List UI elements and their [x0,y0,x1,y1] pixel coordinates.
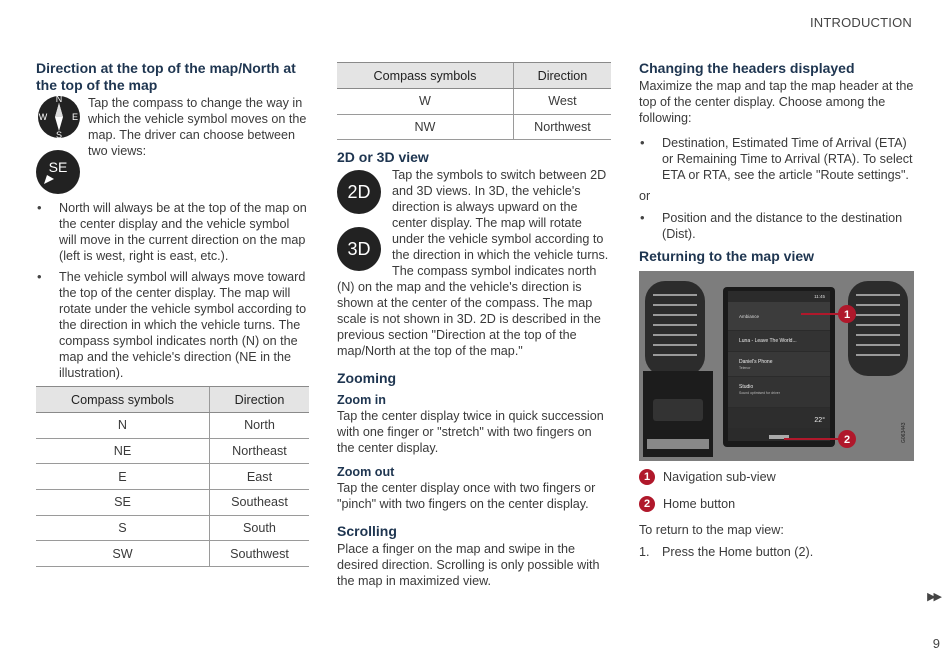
table-header: Direction [209,387,309,413]
screen-row: Daniel's Phone [739,359,773,365]
center-display-photo [639,271,914,461]
table-header: Compass symbols [337,63,513,89]
callout-number: 1 [639,469,655,485]
dashboard-illustration [639,271,914,461]
table-row [36,438,309,464]
callout-label: Home button [663,497,736,511]
view-heading: 2D or 3D view [337,149,429,166]
or-text: or [639,189,651,203]
callout-number: 2 [639,496,655,512]
table-cell: E [36,464,209,490]
zoom-heading: Zooming [337,370,397,387]
table-cell: South [209,515,309,541]
table-row [36,464,309,490]
2d-view-icon[interactable]: 2D [337,170,381,214]
screen-time: 11:45 [814,294,825,299]
compass-s-label: S [55,130,63,140]
arrow-icon [44,175,54,184]
return-heading: Returning to the map view [639,248,815,264]
column-2 [337,62,611,589]
headers-heading: Changing the headers displayed [639,60,855,76]
zoom-in-text: Tap the center display twice in quick succession with one finger or "stretch" with two fingers on the center display. [337,409,604,456]
table-row [36,541,309,567]
headers-text: Maximize the map and tap the map header at the top of the center display. Choose among the following: [639,79,914,125]
zoom-out-text: Tap the center display once with two fingers or "pinch" with two fingers on the center display. [337,481,596,512]
callout-item-1 [639,469,914,485]
table-row [36,490,309,516]
list-item: • Position and the distance to the destination (Dist). [639,210,914,242]
table-row [36,515,309,541]
scroll-heading: Scrolling [337,523,397,540]
compass-n-label: N [55,94,63,104]
zoom-in-heading: Zoom in [337,393,386,408]
view-section [337,167,611,359]
table-cell: Southeast [209,490,309,516]
se-compass-icon[interactable] [36,150,80,194]
column-3 [639,60,914,560]
table-row [337,89,611,115]
table-cell: Northeast [209,438,309,464]
compass-table-continued [337,62,611,140]
table-cell: W [337,89,513,115]
step-text: Press the Home button (2). [662,545,814,559]
compass-icons [36,95,88,194]
compass-section [36,95,309,194]
list-item: • North will always be at the top of the map on the center display and the vehicle symbol will move in the current direction on the map (left is west, right is east, etc.). [36,200,309,264]
zoom-out-heading: Zoom out [337,465,395,480]
screen-row: Studio [739,384,754,390]
table-cell: Southwest [209,541,309,567]
callout-label: Navigation sub-view [663,470,776,484]
table-cell: NE [36,438,209,464]
screen-temp: 22° [814,417,825,424]
direction-heading: Direction at the top of the map/North at the top of the map [36,60,296,93]
screen-row: Ambiance [739,314,760,319]
screen-row: Luna - Leave The World... [739,338,797,344]
table-cell: NW [337,114,513,140]
list-item: • Destination, Estimated Time of Arrival (ETA) or Remaining Time to Arrival (RTA). To select ETA or RTA, see the article "Route settings". [639,135,914,183]
table-header: Compass symbols [36,387,209,413]
callout-badge-1: 1 [843,309,851,321]
callout-item-2 [639,496,914,512]
view-icons [337,167,392,271]
step-number: 1. [639,545,650,559]
header-options-list-2 [639,210,914,242]
table-cell: SE [36,490,209,516]
screen-row-sub: Telenor [739,366,751,370]
3d-view-icon[interactable]: 3D [337,227,381,271]
compass-w-label: W [38,112,48,122]
table-cell: West [513,89,611,115]
table-cell: S [36,515,209,541]
table-row [337,114,611,140]
table-cell: North [209,413,309,439]
return-text: To return to the map view: [639,523,784,537]
scroll-text: Place a finger on the map and swipe in the desired direction. Scrolling is only possible with the map in maximized view. [337,542,600,589]
column-1 [36,60,309,567]
step-1 [639,544,914,560]
table-cell: East [209,464,309,490]
compass-table [36,386,309,567]
compass-icon[interactable] [36,94,82,140]
compass-intro: Tap the compass to change the way in which the vehicle symbol moves on the map. The driver can choose between two views: [88,96,307,158]
header-options-list [639,135,914,183]
page-number: 9 [932,636,940,651]
table-header: Direction [513,63,611,89]
compass-e-label: E [71,112,79,122]
view-options-list [36,200,309,381]
table-row [36,413,309,439]
image-code: G063443 [901,422,907,443]
continue-arrows-icon: ▶▶ [927,591,940,603]
list-item: • The vehicle symbol will always move toward the top of the center display. The map will rotate under the vehicle symbol according to the direction in which the vehicle turns. The compass symbol indicates north (N) on the map and the vehicle's direction (NE in the illustration). [36,269,309,381]
table-cell: Northwest [513,114,611,140]
view-text: Tap the symbols to switch between 2D and 3D views. In 3D, the vehicle's direction is always upward on the center display. The map will rotate under the vehicle symbol according to the direction in which the vehicle turns. The compass symbol indicates north (N) on the map and the vehicle's direction is shown at the center of the compass. The map scale is not shown in 3D. 2D is described in the previous section "Direction at the top of the map/North at the top of the map." [337,168,609,359]
callout-badge-2: 2 [843,434,851,446]
se-label: SE [48,159,68,175]
table-cell: SW [36,541,209,567]
table-cell: N [36,413,209,439]
screen-row-sub: Sound optimised for driver [739,391,780,395]
section-header: INTRODUCTION [809,15,912,30]
